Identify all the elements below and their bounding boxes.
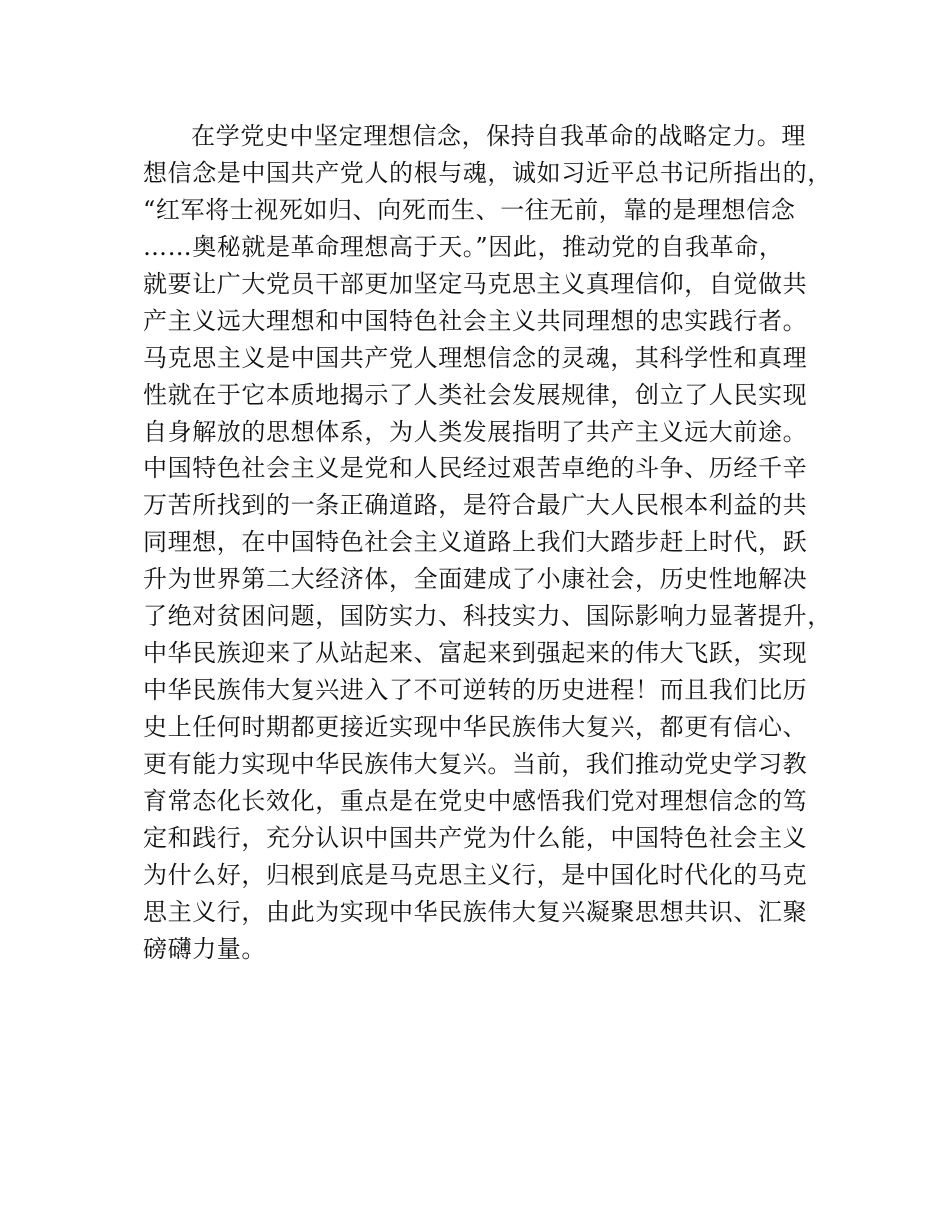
text-line: 中华民族伟大复兴进入了不可逆转的历史进程！而且我们比历 [143,676,808,705]
text-line: 产主义远大理想和中国特色社会主义共同理想的忠实践行者。 [143,306,808,335]
text-line: 想信念是中国共产党人的根与魂，诚如习近平总书记所指出的， [143,158,832,187]
text-line: 思主义行，由此为实现中华民族伟大复兴凝聚思想共识、汇聚 [143,897,808,926]
text-line: 同理想，在中国特色社会主义道路上我们大踏步赶上时代，跃 [143,528,808,557]
text-line: 定和践行，充分认识中国共产党为什么能，中国特色社会主义 [143,823,808,852]
text-line: 升为世界第二大经济体，全面建成了小康社会，历史性地解决 [143,565,808,594]
text-line: 性就在于它本质地揭示了人类社会发展规律，创立了人民实现 [143,380,808,409]
body-paragraph [143,118,832,968]
text-line: 在学党史中坚定理想信念，保持自我革命的战略定力。理 [191,122,806,150]
text-line: 中国特色社会主义是党和人民经过艰苦卓绝的斗争、历经千辛 [143,454,808,483]
text-line: 中华民族迎来了从站起来、富起来到强起来的伟大飞跃，实现 [143,639,808,668]
text-line: 就要让广大党员干部更加坚定马克思主义真理信仰，自觉做共 [143,269,808,298]
text-line: 史上任何时期都更接近实现中华民族伟大复兴，都更有信心、 [143,713,808,741]
text-line: 自身解放的思想体系，为人类发展指明了共产主义远大前途。 [143,417,808,446]
text-line: 马克思主义是中国共产党人理想信念的灵魂，其科学性和真理 [143,343,808,372]
text-line: 为什么好，归根到底是马克思主义行，是中国化时代化的马克 [143,860,808,889]
text-line: 更有能力实现中华民族伟大复兴。当前，我们推动党史学习教 [143,749,808,778]
text-line: 育常态化长效化，重点是在党史中感悟我们党对理想信念的笃 [143,786,808,815]
text-line: 磅礴力量。 [143,934,266,963]
text-line: “红军将士视死如归、向死而生、一往无前，靠的是理想信念 [143,195,796,224]
text-line: 万苦所找到的一条正确道路，是符合最广大人民根本利益的共 [143,491,808,520]
text-line: ……奥秘就是革命理想高于天。”因此，推动党的自我革命， [143,232,784,261]
text-line: 了绝对贫困问题，国防实力、科技实力、国际影响力显著提升， [143,602,832,631]
